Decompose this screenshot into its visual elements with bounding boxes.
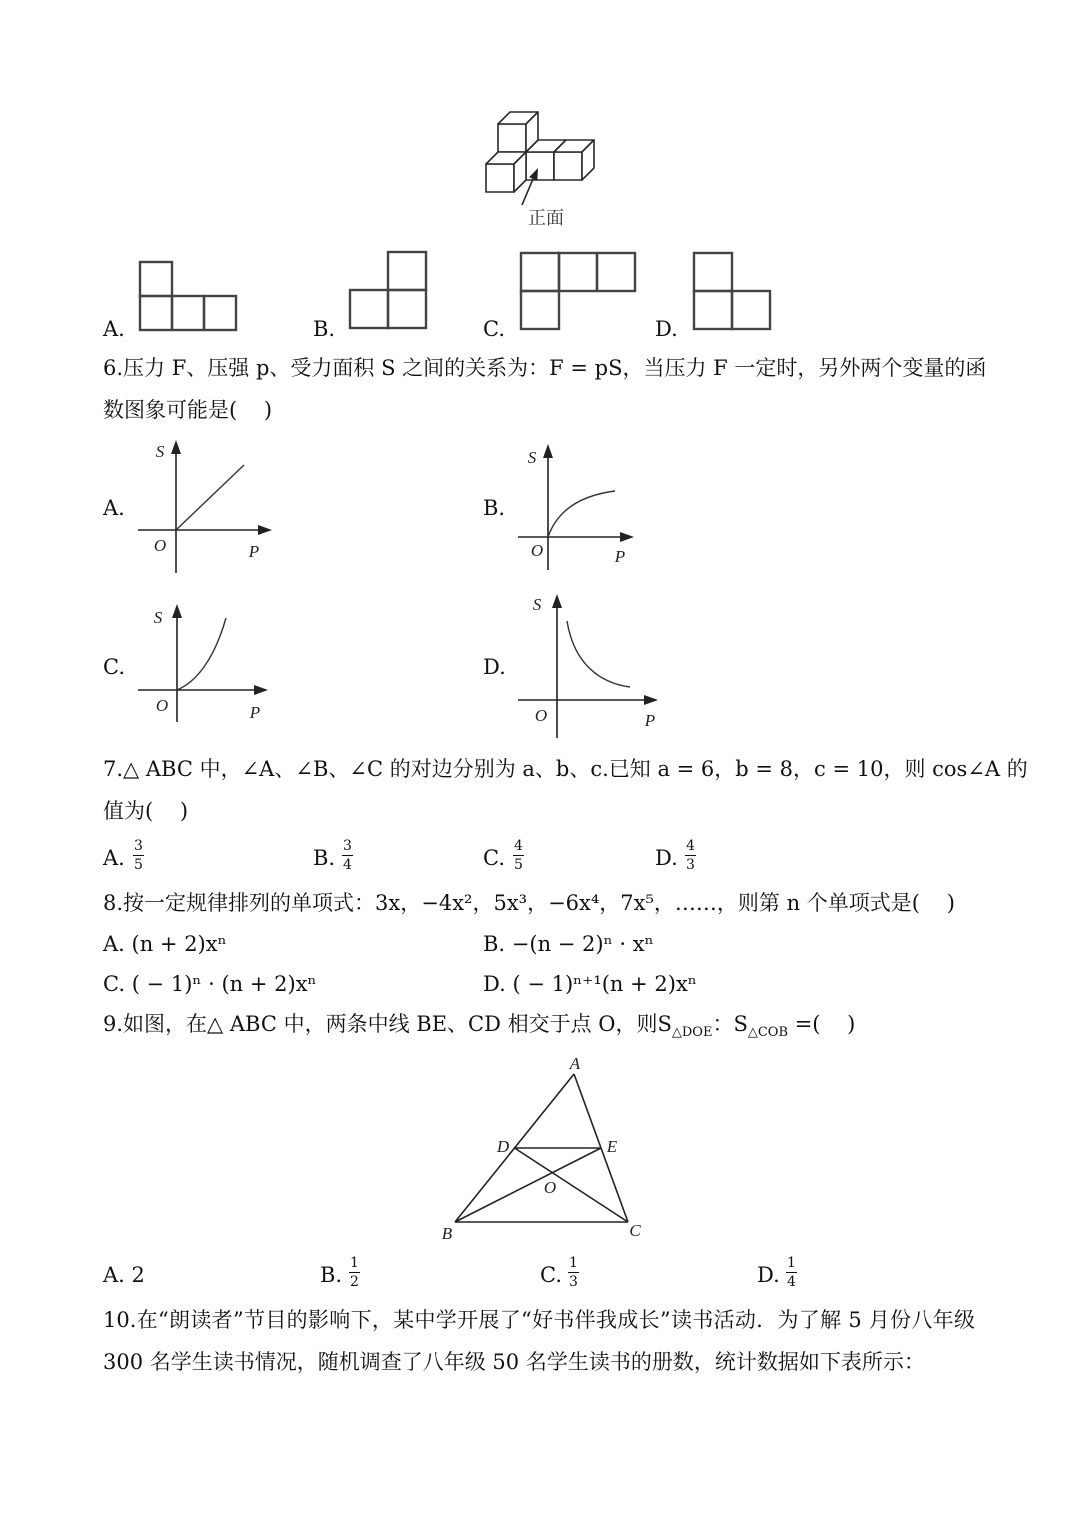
area-symbol-right: S [733,1012,748,1036]
vertex-a-label: A [569,1054,581,1073]
numerator: 3 [343,838,352,854]
option-expression: ( − 1)ⁿ⁺¹(n + 2)xⁿ [512,972,697,996]
function-curve [548,491,615,537]
numerator: 1 [787,1255,796,1271]
q7-option-a-label: A. [103,846,125,870]
s-axis-arrow [172,604,182,618]
option-c-view [521,253,635,329]
question-6-stem-line-2: 数图象可能是( ) [103,398,273,422]
q5-option-b-label: B. [313,317,336,341]
vertex-c-label: C [629,1221,641,1240]
area-subscript-left: △DOE [671,1025,713,1041]
function-curve [177,618,226,690]
point-e-label: E [606,1137,618,1156]
p-axis-label: P [614,547,626,566]
q9-option-d-fraction [786,1255,797,1290]
option-expression: −(n − 2)ⁿ · xⁿ [511,932,654,956]
denominator: 4 [787,1274,796,1290]
p-axis-label: P [644,711,656,730]
option-label: B. [483,932,506,956]
question-7-stem-line-1: 7.△ ABC 中，∠A、∠B、∠C 的对边分别为 a、b、c.已知 a = 6，b = 8，c = 10，则 cos∠A 的 [103,757,1028,781]
q7-option-d-fraction [685,838,696,873]
stem-prefix: 9.如图，在△ ABC 中，两条中线 BE、CD 相交于点 O，则 [103,1012,658,1036]
median-be [455,1148,601,1222]
q6-graph-b [510,440,640,575]
denominator: 5 [514,857,523,873]
s-axis-label: S [532,595,542,614]
q8-option-c [103,970,317,998]
function-curve [567,621,630,687]
q7-option-d-label: D. [655,846,678,870]
p-axis-arrow [620,532,634,542]
numerator: 1 [569,1255,578,1271]
s-axis-arrow [543,444,553,458]
p-axis-arrow [258,525,272,535]
option-expression: ( − 1)ⁿ · (n + 2)xⁿ [131,972,317,996]
q8-option-a [103,930,227,958]
numerator: 4 [686,838,695,854]
q9-option-c-fraction [568,1255,579,1290]
front-view-options [130,245,780,340]
triangle-figure [435,1050,645,1245]
q6-graph-a [130,435,280,580]
p-axis-label: P [249,703,261,722]
option-label: D. [483,972,506,996]
q5-option-a-label: A. [103,317,125,341]
question-7-stem-line-2: 值为( ) [103,799,189,823]
q9-option-a [103,1261,145,1289]
origin-label: O [534,706,548,725]
origin-label: O [155,696,169,715]
area-symbol-left: S [657,1012,672,1036]
option-b-view [350,252,426,328]
q8-option-d [483,970,697,998]
q6-option-a-label: A. [103,496,125,520]
option-expression: (n + 2)xⁿ [131,932,227,956]
p-axis-label: P [248,542,260,561]
back-cube-3 [554,140,594,180]
option-label: A. [103,932,125,956]
option-a-view [140,262,236,330]
denominator: 4 [343,857,352,873]
point-o-label: O [543,1178,557,1197]
q6-option-b-label: B. [483,496,506,520]
denominator: 2 [350,1274,359,1290]
q9-option-d-label: D. [757,1263,780,1287]
top-cube [498,112,538,152]
origin-label: O [153,536,167,555]
option-label: A. [103,1263,125,1287]
point-d-label: D [496,1137,510,1156]
q7-option-b-label: B. [313,846,336,870]
denominator: 5 [134,857,143,873]
stem-suffix: =( ) [788,1012,856,1036]
q7-option-c-fraction [513,838,524,873]
numerator: 3 [134,838,143,854]
ratio-separator: ： [712,1012,734,1036]
question-9-stem [103,1010,856,1041]
s-axis-arrow [171,440,181,454]
q6-graph-c [130,598,280,726]
origin-label: O [530,541,544,560]
s-axis-label: S [155,442,165,461]
front-view-caption: 正面 [528,208,564,229]
numerator: 1 [350,1255,359,1271]
q6-graph-d [510,588,670,740]
area-subscript-right: △COB [747,1025,789,1041]
question-10-stem-line-1: 10.在“朗读者”节目的影响下，某中学开展了“好书伴我成长”读书活动．为了解 5 月份八年级 [103,1308,975,1332]
q9-option-c-label: C. [540,1263,562,1287]
numerator: 4 [514,838,523,854]
vertex-b-label: B [441,1224,453,1243]
denominator: 3 [569,1274,578,1290]
option-label: C. [103,972,125,996]
p-axis-arrow [644,695,658,705]
q5-option-d-label: D. [655,317,678,341]
q7-option-c-label: C. [483,846,505,870]
q5-option-c-label: C. [483,317,505,341]
q6-option-c-label: C. [103,655,125,679]
q7-option-a-fraction [133,838,144,873]
front-cube [486,152,526,192]
q7-option-b-fraction [342,838,353,873]
question-8-stem: 8.按一定规律排列的单项式：3x，−4x²，5x³，−6x⁴，7x⁵，……，则第 n 个单项式是( ) [103,891,955,915]
q9-option-b-label: B. [320,1263,343,1287]
denominator: 3 [686,857,695,873]
function-curve [176,465,244,530]
question-6-stem-line-1: 6.压力 F、压强 p、受力面积 S 之间的关系为：F = pS，当压力 F 一定时，另外两个变量的函 [103,356,987,380]
s-axis-arrow [552,594,562,608]
q9-option-b-fraction [349,1255,360,1290]
median-cd [515,1148,629,1222]
option-d-view [694,253,770,329]
option-value: 2 [131,1263,145,1287]
q8-option-b [483,930,654,958]
q6-option-d-label: D. [483,655,506,679]
p-axis-arrow [254,685,268,695]
cube-stack-figure [470,100,610,220]
question-10-stem-line-2: 300 名学生读书情况，随机调查了八年级 50 名学生读书的册数，统计数据如下表所示： [103,1350,925,1374]
s-axis-label: S [527,448,537,467]
s-axis-label: S [153,608,163,627]
